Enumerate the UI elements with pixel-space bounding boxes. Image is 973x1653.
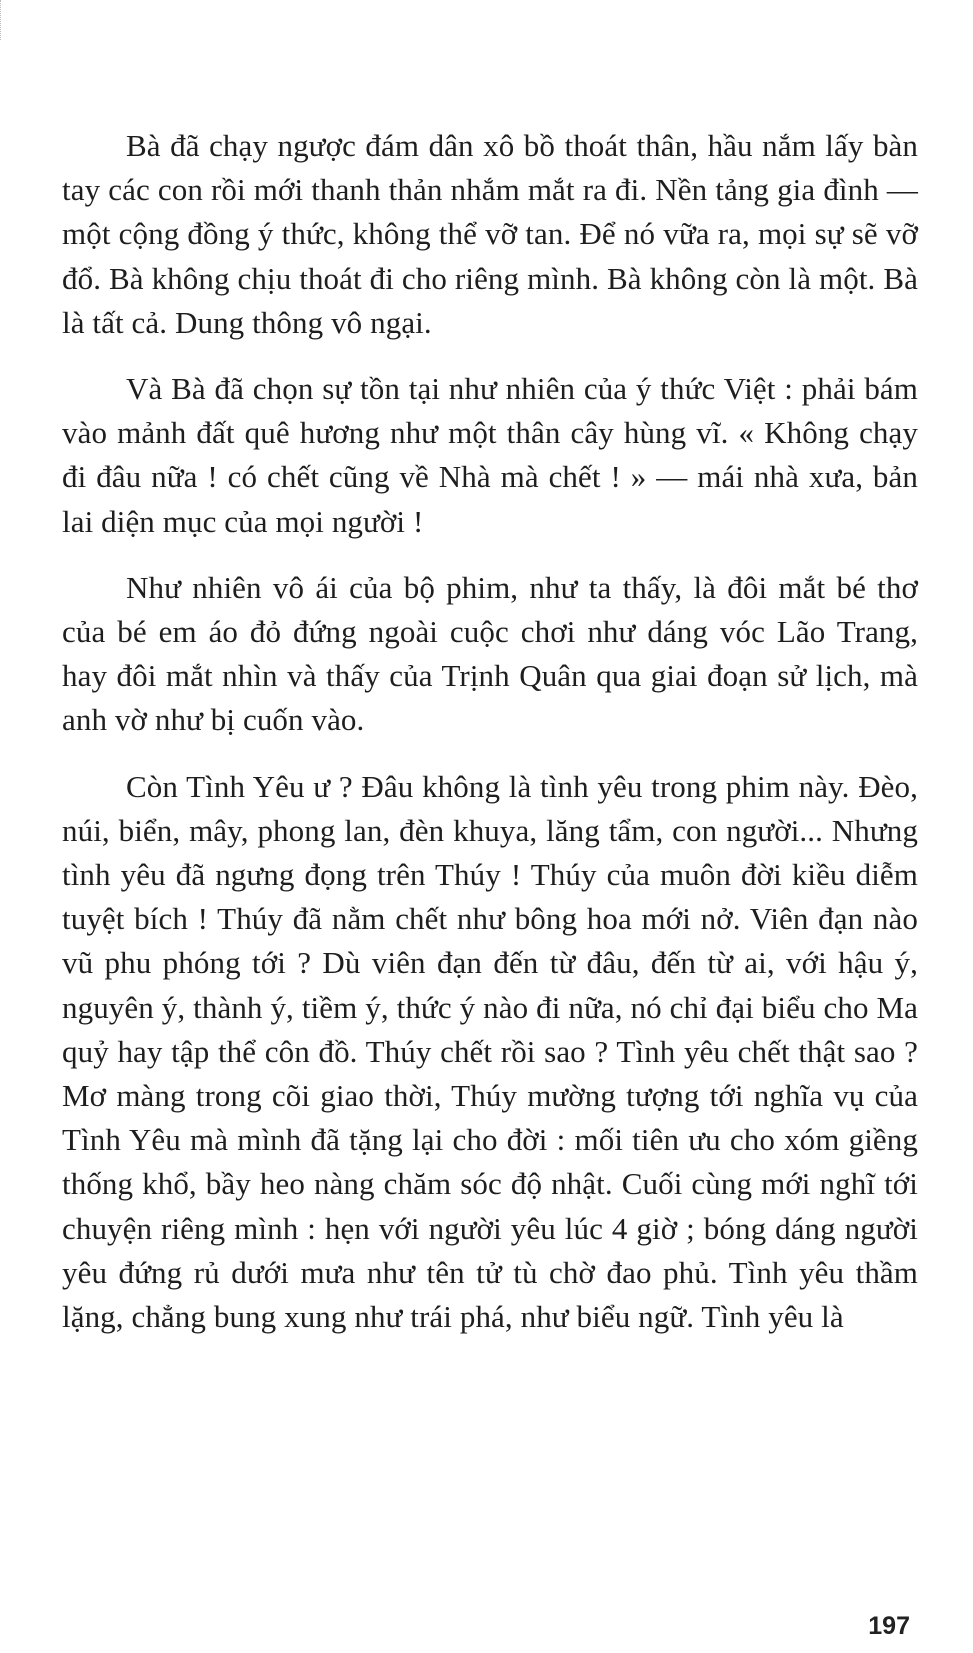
scan-edge-mark <box>0 0 5 40</box>
paragraph-2: Và Bà đã chọn sự tồn tại như nhiên của ý thức Việt : phải bám vào mảnh đất quê hương như một thân cây hùng vĩ. « Không chạy đi đâu nữa ! có chết cũng về Nhà mà chết ! » — mái nhà xưa, bản lai diện mục của mọi người ! <box>62 371 918 539</box>
page-number: 197 <box>868 1612 910 1640</box>
paragraph-1: Bà đã chạy ngược đám dân xô bồ thoát thân, hầu nắm lấy bàn tay các con rồi mới thanh thản nhắm mắt ra đi. Nền tảng gia đình — một cộng đồng ý thức, không thể vỡ tan. Để nó vữa ra, mọi sự sẽ vỡ đổ. Bà không chịu thoát đi cho riêng mình. Bà không còn là một. Bà là tất cả. Dung thông vô ngại. <box>62 128 918 340</box>
body-text <box>62 124 918 1361</box>
paragraph-3: Như nhiên vô ái của bộ phim, như ta thấy, là đôi mắt bé thơ của bé em áo đỏ đứng ngoài cuộc chơi như dáng vóc Lão Trang, hay đôi mắt nhìn và thấy của Trịnh Quân qua giai đoạn sử lịch, mà anh vờ như bị cuốn vào. <box>62 569 918 738</box>
paragraph-4: Còn Tình Yêu ư ? Đâu không là tình yêu trong phim này. Đèo, núi, biển, mây, phong lan, đèn khuya, lăng tẩm, con người... Nhưng tình yêu đã ngưng đọng trên Thúy ! Thúy của muôn đời kiều diễm tuyệt bích ! Thúy đã nằm chết như bông hoa mới nở. Viên đạn nào vũ phu phóng tới ? Dù viên đạn đến từ đâu, đến từ ai, với hậu ý, nguyên ý, thành ý, tiềm ý, thức ý nào đi nữa, nó chỉ đại biểu cho Ma quỷ hay tập thể côn đồ. Thúy chết rồi sao ? Tình yêu chết thật sao ? Mơ màng trong cõi giao thời, Thúy mường tượng tới nghĩa vụ của Tình Yêu mà mình đã tặng lại cho đời : mối tiên ưu cho xóm giềng thống khổ, bầy heo nàng chăm sóc độ nhật. Cuối cùng mới nghĩ tới chuyện riêng mình : hẹn với người yêu lúc 4 giờ ; bóng dáng người yêu đứng rủ dưới mưa như tên tử tù chờ đao phủ. Tình yêu thầm lặng, chẳng bung xung như trái phá, như biểu ngữ. Tình yêu là <box>62 768 918 1335</box>
